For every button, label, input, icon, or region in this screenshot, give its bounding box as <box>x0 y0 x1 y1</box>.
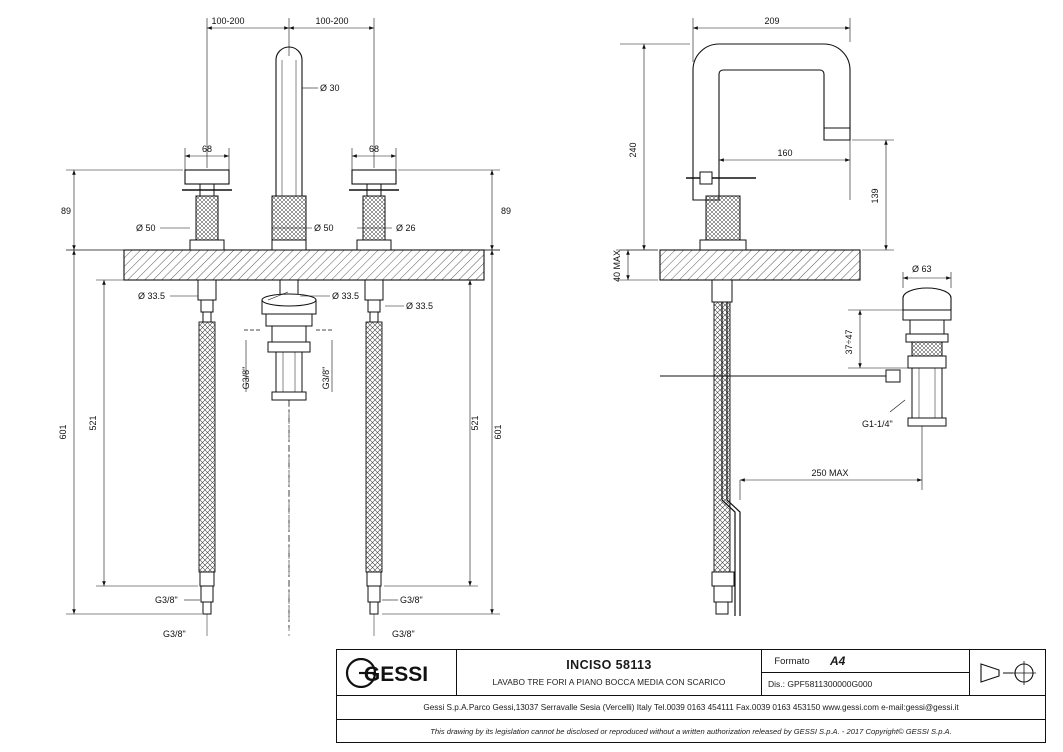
dim-handle-height-right: 89 <box>501 206 512 216</box>
dim-total-len-left: 601 <box>58 424 68 440</box>
fixing-right <box>365 280 383 614</box>
projection-symbol-icon <box>969 650 1045 696</box>
dim-rod-length: 250 MAX <box>811 468 849 478</box>
dis-label: Dis.: <box>768 679 785 689</box>
dim-shank-dia-center: Ø 33.5 <box>332 291 360 301</box>
product-title: INCISO 58113 <box>566 658 652 672</box>
dis-value: GPF5811300000G000 <box>787 679 873 689</box>
dim-waste-adjust: 37÷47 <box>844 329 854 355</box>
thread-label-5: G3/8" <box>241 366 251 390</box>
handle-right <box>349 170 399 250</box>
right-view-assembly <box>660 44 951 616</box>
dim-spout-clearance: 139 <box>870 188 880 204</box>
dim-hose-len-left: 521 <box>88 415 98 431</box>
dim-hole-dia-left: Ø 50 <box>136 223 156 233</box>
dim-spout-dia: Ø 30 <box>320 83 340 93</box>
thread-label-3: G3/8" <box>163 629 186 639</box>
dim-handle-height-left: 89 <box>60 206 72 216</box>
dim-waste-thread: G1-1/4" <box>862 419 893 429</box>
dim-spread-left: 100-200 <box>211 16 245 26</box>
title-block <box>336 649 1046 743</box>
dim-waste-cap-dia: Ø 63 <box>912 264 932 274</box>
dim-hole-dia-right: Ø 26 <box>396 223 416 233</box>
handle-left <box>182 170 232 250</box>
thread-label-4: G3/8" <box>392 629 415 639</box>
thread-label-2: G3/8" <box>400 595 423 605</box>
dim-spout-reach-total: 209 <box>764 16 780 26</box>
format-label: Formato <box>774 655 810 667</box>
brand-logo <box>337 650 457 695</box>
thread-label-6: G3/8" <box>321 366 331 390</box>
legal-notice: This drawing by its legislation cannot be disclosed or reproduced without a written authorization released by GESSI S.p.A. - 2017 Copyright© GESSI S.p.A. <box>430 726 952 736</box>
spout-side <box>693 44 850 200</box>
dim-deck-thickness: 40 MAX <box>612 249 622 283</box>
dim-handle-width-left: 68 <box>201 144 213 154</box>
dim-spread-right: 100-200 <box>315 16 349 26</box>
dim-total-len-right: 601 <box>493 424 503 440</box>
dim-spout-height: 240 <box>628 142 638 158</box>
format-value: A4 <box>830 654 846 668</box>
right-view-dimension-labels <box>612 16 932 478</box>
pop-up-waste <box>660 288 951 426</box>
drawing-number <box>762 679 872 689</box>
counter-slab <box>124 250 484 280</box>
dim-hose-len-right: 521 <box>470 415 480 431</box>
fixing-left <box>198 280 216 614</box>
brand-text: GESSI <box>363 662 428 686</box>
thread-label-1: G3/8" <box>155 595 178 605</box>
projection-lines-left-view <box>207 400 374 636</box>
dim-handle-width-right: 68 <box>368 144 380 154</box>
gessi-logo-icon <box>345 658 449 688</box>
dim-shank-dia-left: Ø 33.5 <box>138 291 166 301</box>
dim-hole-dia-center: Ø 50 <box>314 223 334 233</box>
company-info: Gessi S.p.A.Parco Gessi,13037 Serravalle Sesia (Vercelli) Italy Tel.0039 0163 454111 Fax.0039 0163 453150 www.gessi.com e-mail:gessi@gessi.it <box>423 703 959 712</box>
left-view-assembly <box>124 47 484 636</box>
spout-center <box>272 47 306 250</box>
product-subtitle: LAVABO TRE FORI A PIANO BOCCA MEDIA CON SCARICO <box>492 677 726 687</box>
dim-shank-dia-right: Ø 33.5 <box>406 301 434 311</box>
dim-spout-reach-inner: 160 <box>777 148 793 158</box>
